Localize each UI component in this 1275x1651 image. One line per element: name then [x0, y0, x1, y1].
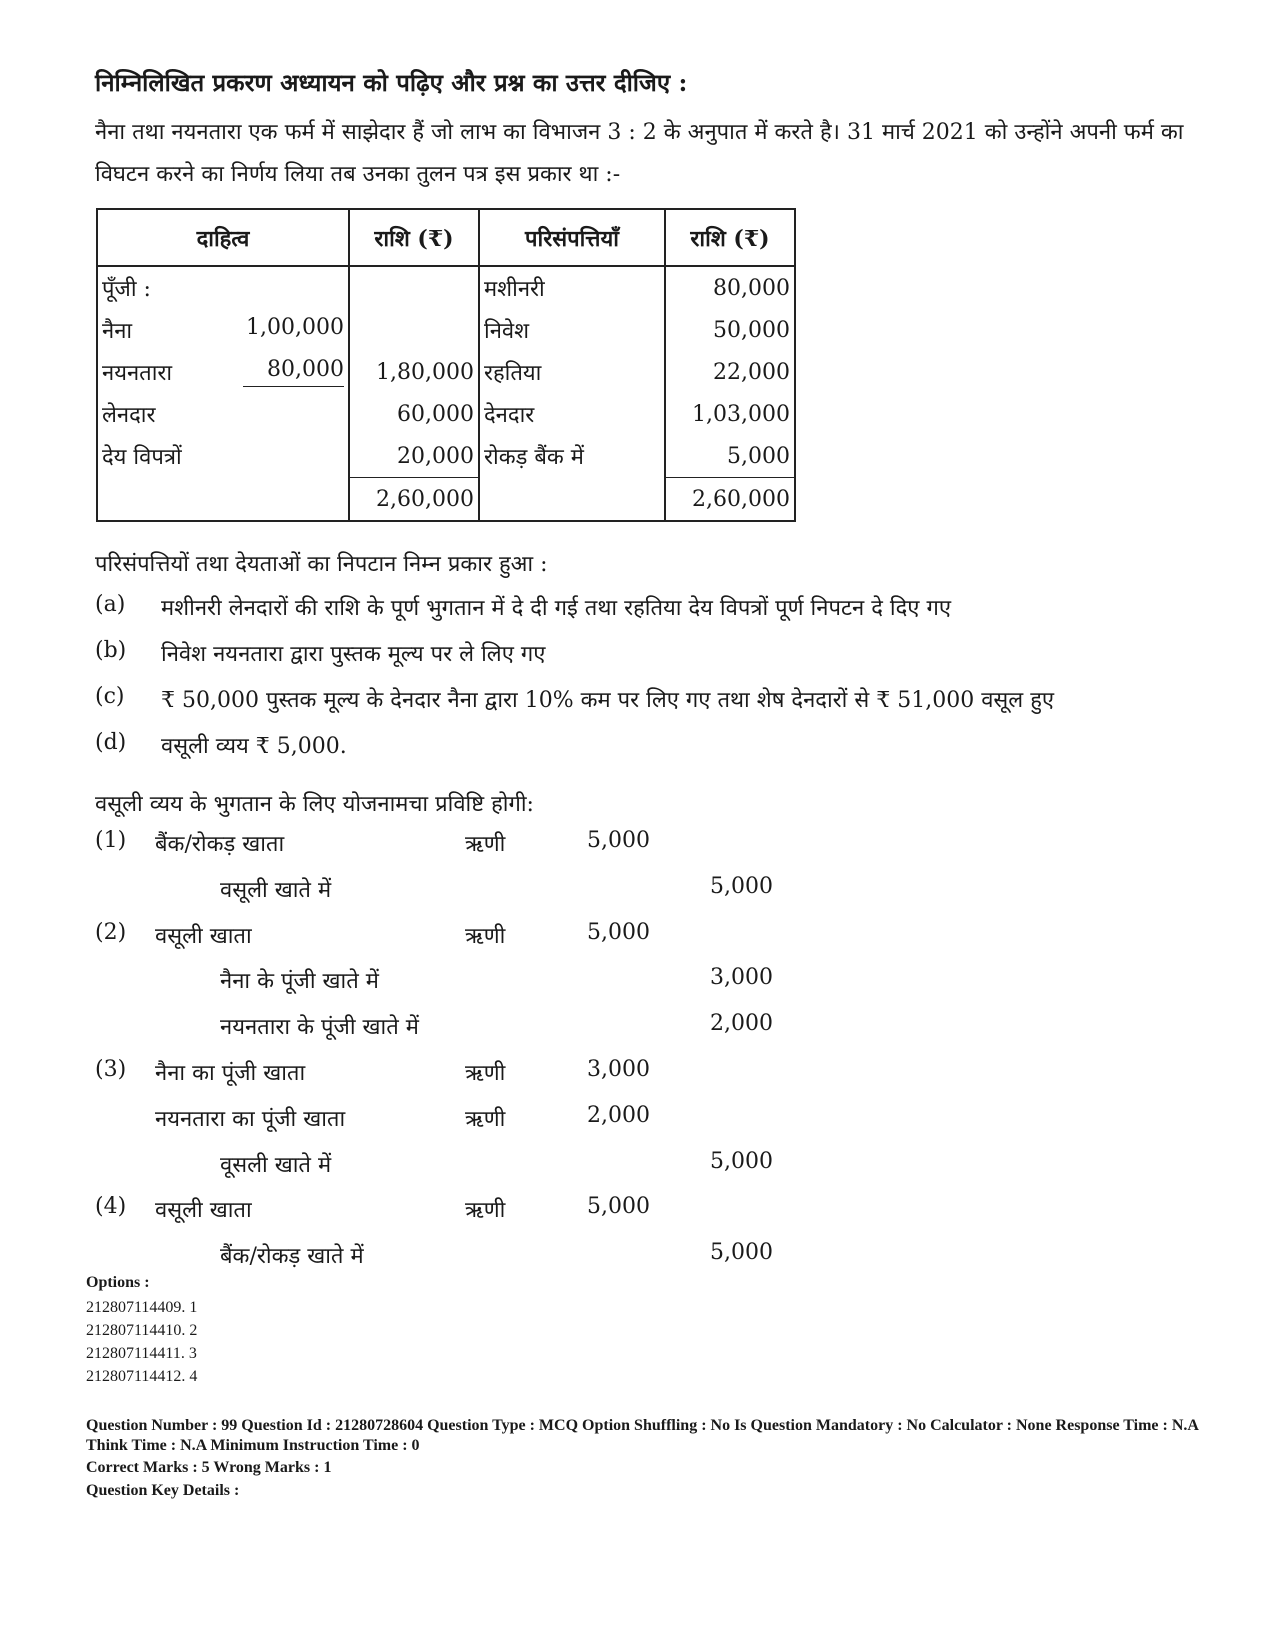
journal-row [95, 1194, 795, 1240]
entry-credit-amount: 2,000 [710, 1011, 773, 1037]
settlement-list [95, 592, 1054, 776]
item-text: वसूली व्यय ₹ 5,000. [161, 734, 347, 759]
asset-name: निवेश [479, 309, 665, 351]
question-info: Question Number : 99 Question Id : 21280728604 Question Type : MCQ Option Shuffling : No Is Question Mandatory : No Calculator : None Response Time : N.A Think Time : N.A Minimum Instruction Time : 0 [86, 1417, 1199, 1454]
entry-account: वसूली खाता [155, 923, 252, 949]
options-label: Options : [86, 1274, 150, 1291]
journal-row [95, 1057, 795, 1103]
table-row [97, 309, 795, 351]
options-list [86, 1296, 197, 1388]
entry-number: (3) [95, 1056, 127, 1082]
entry-account: बैंक/रोकड़ खाता [155, 832, 285, 857]
partner-name: नयनतारा [102, 361, 173, 386]
liability-name: लेनदार [97, 393, 349, 435]
total-assets: 2,60,000 [665, 478, 795, 522]
entry-account: वसूली खाते में [220, 877, 332, 903]
entry-credit-amount: 5,000 [710, 1240, 773, 1266]
entry-account: नैना का पूंजी खाता [155, 1060, 306, 1086]
total-liabilities: 2,60,000 [349, 478, 479, 522]
journal-entries [95, 828, 795, 1286]
entry-account: नैना के पूंजी खाते में [220, 969, 379, 995]
balance-sheet-header-row [97, 209, 795, 266]
journal-row [95, 828, 795, 874]
partner-name: नैना [102, 319, 133, 344]
entry-debit-amount: 5,000 [587, 919, 650, 945]
item-label: (b) [95, 638, 127, 663]
item-text: निवेश नयनतारा द्वारा पुस्तक मूल्य पर ले लिए गए [161, 642, 546, 667]
capital-total: 1,80,000 [349, 351, 479, 393]
item-label: (d) [95, 730, 127, 755]
entry-debit-amount: 5,000 [587, 1194, 650, 1220]
question-key-details: Question Key Details : [86, 1482, 240, 1499]
item-text: मशीनरी लेनदारों की राशि के पूर्ण भुगतान में दे दी गई तथा रहतिया देय विपत्रों पूर्ण निपटन दे दिए गए [161, 596, 952, 621]
entry-credit-amount: 5,000 [710, 873, 773, 899]
asset-amount: 80,000 [665, 266, 795, 309]
entry-account: वसूली खाता [155, 1198, 252, 1224]
header-amount-1: राशि (₹) [349, 209, 479, 266]
entry-debit-amount: 2,000 [587, 1102, 650, 1128]
asset-amount: 50,000 [665, 309, 795, 351]
balance-sheet-table [96, 208, 796, 522]
asset-name: रोकड़ बैंक में [479, 435, 665, 478]
asset-amount: 1,03,000 [665, 393, 795, 435]
journal-row [95, 1011, 795, 1057]
entry-account: नयनतारा का पूंजी खाता [155, 1106, 346, 1132]
item-label: (c) [95, 684, 125, 709]
capital-label: पूँजी : [97, 266, 349, 309]
option-item[interactable]: 212807114410. 2 [86, 1322, 198, 1339]
entry-debit-marker: ऋणी [465, 832, 506, 857]
list-item [95, 592, 1054, 638]
list-item [95, 684, 1054, 730]
entry-account: नयनतारा के पूंजी खाते में [220, 1015, 419, 1041]
header-liabilities: दाहित्व [97, 209, 349, 266]
entry-number: (1) [95, 828, 127, 853]
table-row [97, 435, 795, 478]
journal-row [95, 1149, 795, 1195]
question-marks: Correct Marks : 5 Wrong Marks : 1 [86, 1459, 332, 1476]
option-item[interactable]: 212807114411. 3 [86, 1345, 197, 1362]
option-item[interactable]: 212807114409. 1 [86, 1299, 198, 1316]
table-row [97, 351, 795, 393]
asset-name: मशीनरी [479, 266, 665, 309]
settlement-heading: परिसंपत्तियों तथा देयताओं का निपटान निम्न प्रकार हुआ : [95, 552, 548, 577]
entry-account: बैंक/रोकड़ खाते में [220, 1244, 364, 1270]
table-row [97, 393, 795, 435]
question-intro: नैना तथा नयनतारा एक फर्म में साझेदार हैं जो लाभ का विभाजन 3 : 2 के अनुपात में करते है। 31 मार्च 2021 को उन्होंने अपनी फर्म का विघटन करने का निर्णय लिया तब उनका तुलन पत्र इस प्रकार था :- [95, 120, 1184, 187]
table-row [97, 266, 795, 309]
journal-heading: वसूली व्यय के भुगतान के लिए योजनामचा प्रविष्टि होगी: [95, 792, 534, 817]
entry-debit-marker: ऋणी [465, 1060, 506, 1086]
item-label: (a) [95, 592, 126, 617]
entry-debit-marker: ऋणी [465, 923, 506, 949]
asset-amount: 5,000 [665, 435, 795, 478]
list-item [95, 638, 1054, 684]
journal-row [95, 920, 795, 966]
item-text: ₹ 50,000 पुस्तक मूल्य के देनदार नैना द्वारा 10% कम पर लिए गए तथा शेष देनदारों से ₹ 51,000 वसूल हुए [161, 688, 1055, 713]
liability-name: देय विपत्रों [97, 435, 349, 478]
header-amount-2: राशि (₹) [665, 209, 795, 266]
asset-name: रहतिया [479, 351, 665, 393]
liability-amount: 60,000 [349, 393, 479, 435]
liability-amount: 20,000 [349, 435, 479, 478]
journal-row [95, 1103, 795, 1149]
entry-account: वूसली खाते में [220, 1152, 332, 1178]
asset-amount: 22,000 [665, 351, 795, 393]
journal-row [95, 965, 795, 1011]
list-item [95, 730, 1054, 776]
partner-capital: 1,00,000 [246, 315, 344, 340]
option-item[interactable]: 212807114412. 4 [86, 1368, 198, 1385]
header-assets: परिसंपत्तियाँ [479, 209, 665, 266]
entry-credit-amount: 3,000 [710, 965, 773, 991]
entry-number: (2) [95, 919, 127, 945]
question-title: निम्निलिखित प्रकरण अध्यायन को पढ़िए और प्रश्न का उत्तर दीजिए : [95, 68, 688, 97]
entry-credit-amount: 5,000 [710, 1148, 773, 1174]
entry-debit-amount: 5,000 [587, 828, 650, 853]
partner-capital: 80,000 [243, 357, 344, 387]
entry-number: (4) [95, 1194, 127, 1220]
asset-name: देनदार [479, 393, 665, 435]
journal-row [95, 1240, 795, 1286]
total-row [97, 478, 795, 522]
entry-debit-marker: ऋणी [465, 1106, 506, 1132]
journal-row [95, 874, 795, 920]
entry-debit-amount: 3,000 [587, 1056, 650, 1082]
entry-debit-marker: ऋणी [465, 1198, 506, 1224]
